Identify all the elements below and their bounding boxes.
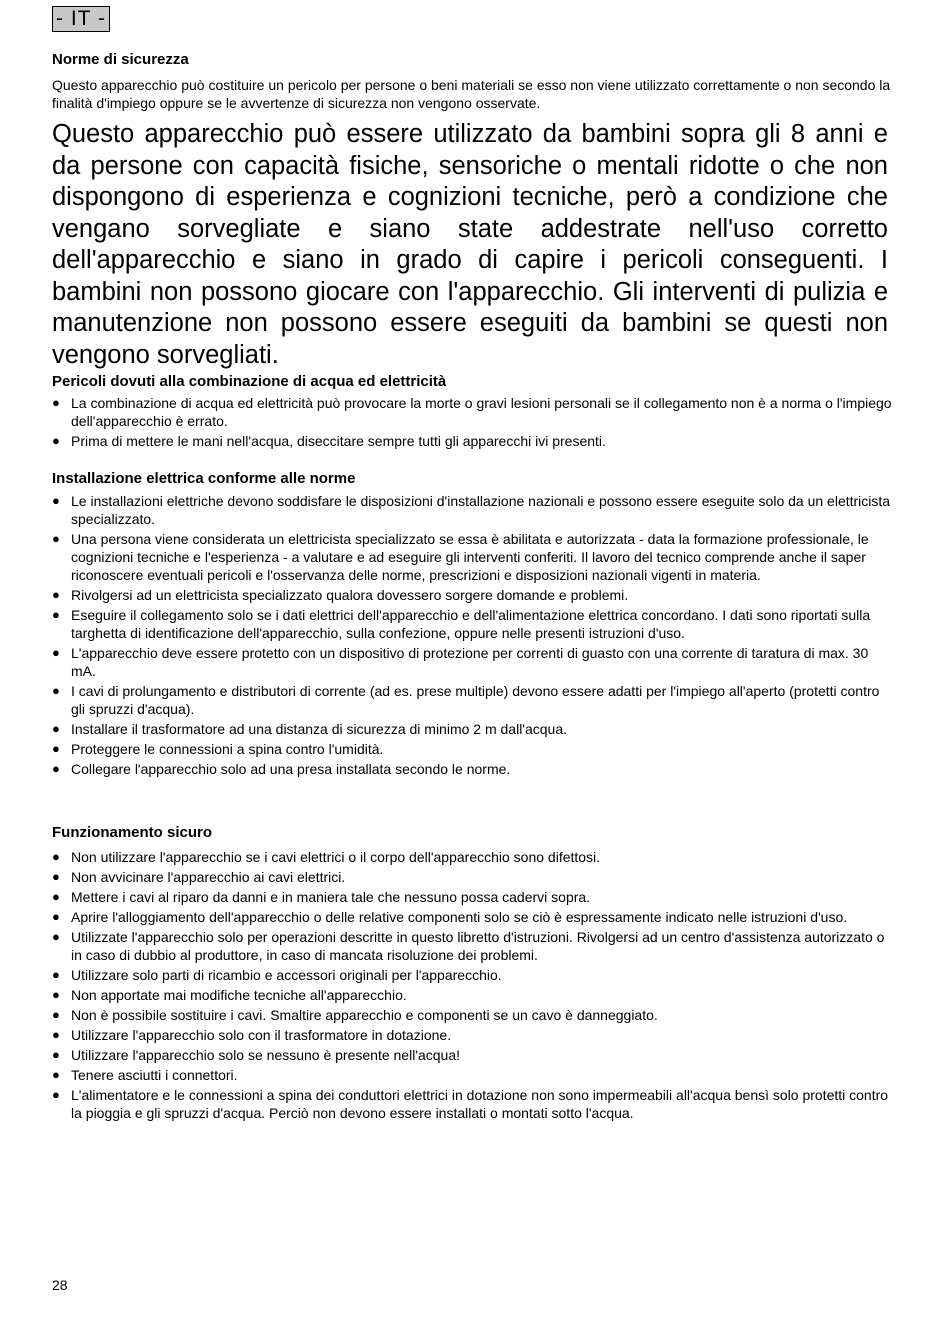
bullet-icon: ● (52, 741, 60, 756)
bullet-icon: ● (52, 1007, 60, 1022)
safety-intro: Questo apparecchio può costituire un pericolo per persone o beni materiali se esso non viene utilizzato correttamente o non secondo la finalità d'impiego oppure se le avvertenze di sicurezza non vengono osservate. (52, 77, 891, 111)
bullet-icon: ● (52, 531, 60, 546)
list-item: ● Non utilizzare l'apparecchio se i cavi elettrici o il corpo dell'apparecchio sono difettosi. (52, 849, 601, 865)
list-item: ● Una persona viene considerata un elettricista specializzato se essa è abilitata e autorizzata - data la formazione professionale, le cognizioni tecniche e l'esperienza - a valutare e ad eseguire gli interventi conferiti. Il lavoro del tecnico comprende anche il saper riconoscere eventuali pericoli e l'osservanza delle norme, prescrizioni e disposizioni nazionali vigenti in materia. (52, 531, 869, 583)
bullet-icon: ● (52, 1047, 60, 1062)
list-item: ● Aprire l'alloggiamento dell'apparecchio o delle relative componenti solo se ciò è espressamente indicato nelle istruzioni d'uso. (52, 909, 848, 925)
list-item: ● Le installazioni elettriche devono soddisfare le disposizioni d'installazione nazionali e possono essere eseguite solo da un elettricista specializzato. (52, 493, 891, 527)
list-item: ● L'alimentatore e le connessioni a spina dei conduttori elettrici in dotazione non sono impermeabili all'acqua bensì solo protetti contro la pioggia e gli spruzzi d'acqua. Perciò non devono essere installati o montati sotto l'acqua. (52, 1087, 889, 1121)
list-item: ● Utilizzare l'apparecchio solo se nessuno è presente nell'acqua! (52, 1047, 461, 1063)
list-item: ● Utilizzate l'apparecchio solo per operazioni descritte in questo libretto d'istruzioni. Rivolgersi ad un centro d'assistenza autorizzato o in caso di dubbio al produttore, in caso di mancata risoluzione dei problemi. (52, 929, 885, 963)
bullet-icon: ● (52, 587, 60, 602)
installation-list (52, 492, 892, 780)
language-tag: - IT - (52, 6, 110, 32)
bullet-icon: ● (52, 889, 60, 904)
safety-heading: Norme di sicurezza (52, 51, 189, 68)
bullet-icon: ● (52, 433, 60, 448)
bullet-icon: ● (52, 967, 60, 982)
list-item: ● Prima di mettere le mani nell'acqua, diseccitare sempre tutti gli apparecchi ivi presenti. (52, 433, 606, 449)
bullet-icon: ● (52, 761, 60, 776)
bullet-icon: ● (52, 1087, 60, 1102)
water-electricity-heading: Pericoli dovuti alla combinazione di acqua ed elettricità (52, 373, 447, 390)
list-item: ● Mettere i cavi al riparo da danni e in maniera tale che nessuno possa cadervi sopra. (52, 889, 591, 905)
bullet-icon: ● (52, 1027, 60, 1042)
list-item: ● Non è possibile sostituire i cavi. Smaltire apparecchio e componenti se un cavo è danneggiato. (52, 1007, 658, 1023)
bullet-icon: ● (52, 607, 60, 622)
list-item: ● Eseguire il collegamento solo se i dati elettrici dell'apparecchio e dell'alimentazione elettrica concordano. I dati sono riportati sulla targhetta di identificazione dell'apparecchio, sulla confezione, oppure nelle presenti istruzioni d'uso. (52, 607, 871, 641)
bullet-icon: ● (52, 869, 60, 884)
list-item: ● Non avvicinare l'apparecchio ai cavi elettrici. (52, 869, 346, 885)
list-item: ● Non apportate mai modifiche tecniche all'apparecchio. (52, 987, 407, 1003)
list-item: ● L'apparecchio deve essere protetto con un dispositivo di protezione per correnti di guasto con una corrente di taratura di max. 30 mA. (52, 645, 869, 679)
bullet-icon: ● (52, 849, 60, 864)
operation-heading: Funzionamento sicuro (52, 824, 213, 841)
water-electricity-list (52, 394, 892, 452)
page-number: 28 (52, 1277, 68, 1293)
list-item: ● Rivolgersi ad un elettricista specializzato qualora dovessero sorgere domande e problemi. (52, 587, 629, 603)
list-item: ● Collegare l'apparecchio solo ad una presa installata secondo le norme. (52, 761, 511, 777)
list-item: ● Utilizzare solo parti di ricambio e accessori originali per l'apparecchio. (52, 967, 502, 983)
list-item: ● Installare il trasformatore ad una distanza di sicurezza di minimo 2 m dall'acqua. (52, 721, 568, 737)
list-item: ● La combinazione di acqua ed elettricità può provocare la morte o gravi lesioni personali se il collegamento non è a norma o l'impiego dell'apparecchio è errato. (52, 395, 892, 429)
bullet-icon: ● (52, 683, 60, 698)
bullet-icon: ● (52, 1067, 60, 1082)
installation-heading: Installazione elettrica conforme alle norme (52, 470, 356, 487)
bullet-icon: ● (52, 909, 60, 924)
bullet-icon: ● (52, 493, 60, 508)
list-item: ● Utilizzare l'apparecchio solo con il trasformatore in dotazione. (52, 1027, 452, 1043)
list-item: ● I cavi di prolungamento e distributori di corrente (ad es. prese multiple) devono essere adatti per l'impiego all'aperto (protetti contro gli spruzzi d'acqua). (52, 683, 880, 717)
bullet-icon: ● (52, 987, 60, 1002)
bullet-icon: ● (52, 395, 60, 410)
list-item: ● Tenere asciutti i connettori. (52, 1067, 238, 1083)
bullet-icon: ● (52, 929, 60, 944)
list-item: ● Proteggere le connessioni a spina contro l'umidità. (52, 741, 384, 757)
bullet-icon: ● (52, 645, 60, 660)
bullet-icon: ● (52, 721, 60, 736)
child-safety-notice: Questo apparecchio può essere utilizzato da bambini sopra gli 8 anni e da persone con capacità fisiche, sensoriche o mentali ridotte o che non dispongono di esperienza e cognizioni tecniche, però a condizione che vengano sorvegliate e siano state addestrate nell'uso corretto dell'apparecchio e siano in grado di capire i pericoli conseguenti. I bambini non possono giocare con l'apparecchio. Gli interventi di pulizia e manutenzione non possono essere eseguiti da bambini se questi non vengono sorvegliati. (52, 120, 888, 369)
operation-list (52, 848, 892, 1124)
